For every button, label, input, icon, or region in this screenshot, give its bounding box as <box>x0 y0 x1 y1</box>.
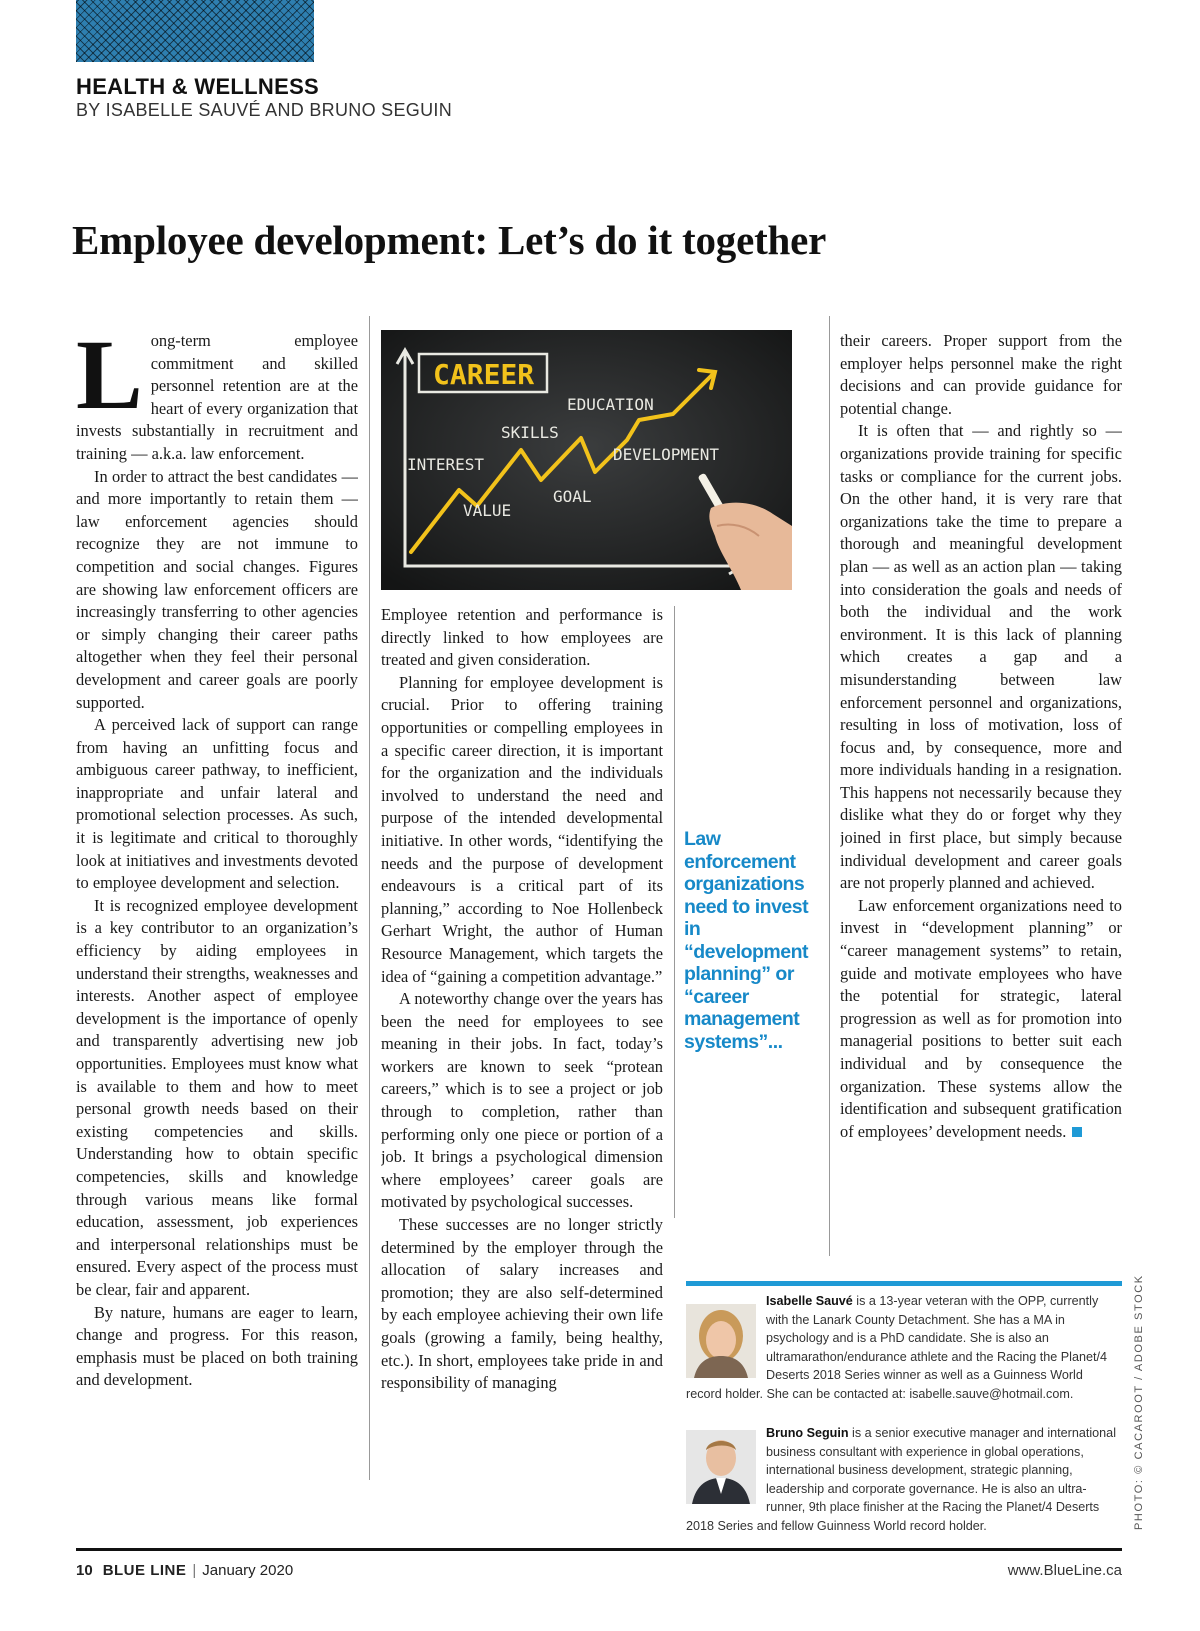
paragraph-10: their careers. Proper support from the employer helps personnel make the right decisions and can provide guidance for potential change. <box>840 331 1122 418</box>
avatar-bruno <box>686 1430 756 1504</box>
avatar-isabelle <box>686 1304 756 1378</box>
career-chalkboard-photo <box>381 330 792 590</box>
paragraph-3: A perceived lack of support can range from having an unfitting focus and ambiguous career pathway, to inefficient, inappropriate and unfair lateral and promotional selection processes. As such, it is legitimate and critical to thoroughly look at initiatives and investments devoted to employee development and selection. <box>76 715 358 893</box>
header-pattern <box>76 0 314 62</box>
column-2 <box>381 604 663 1534</box>
skills-word: SKILLS <box>501 423 559 442</box>
paragraph-5: By nature, humans are eager to learn, change and progress. For this reason, emphasis must be placed on both training and development. <box>76 1302 358 1390</box>
value-word: VALUE <box>463 501 512 520</box>
bio-name: Bruno Seguin <box>766 1426 849 1440</box>
section-label: HEALTH & WELLNESS <box>76 74 320 99</box>
paragraph-9: These successes are no longer strictly determined by the employer through the allocation of salary increases and promotion; they are also self-determined by each employee achieving their own life goals (growing a family, being healthy, etc.). In short, employees take pride in and responsibility of managing <box>381 1215 663 1393</box>
education-word: EDUCATION <box>567 395 654 414</box>
bio-name: Isabelle Sauvé <box>766 1294 853 1308</box>
column-3 <box>840 330 1122 1260</box>
drop-cap: L <box>76 330 143 430</box>
career-word: CAREER <box>433 358 535 391</box>
paragraph-4: It is recognized employee development is a key contributor to an organization’s efficiency by aiding employees in understand their strengths, weaknesses and interests. Another aspect of employee development is the importance of openly and transparently advertising new job opportunities. Employees must know what is available to them and how to meet personal growth needs based on their existing competencies and skills. Understanding how to obtain specific competencies, skills and knowledge through various means like formal education, assessment, job experiences and interpersonal relationships must be ensured. Every aspect of the process must be clear, fair and apparent. <box>76 895 358 1299</box>
end-mark-icon <box>1072 1127 1082 1137</box>
bio-bruno <box>686 1424 1122 1536</box>
bio-text: is a senior executive manager and international business consultant with experience in global operations, international business development, strategic planning, leadership and corporate governance. He is also an ultra-runner, 9th place finisher at the Racing the Planet/4 Deserts 2018 Series and fellow Guinness World record holder. <box>686 1426 1116 1533</box>
paragraph-8: A noteworthy change over the years has been the need for employees to see meaning in their jobs. In fact, today’s workers are known to seek “protean careers,” which is to see a project or job through to completion, rather than performing only one piece or portion of a job. It brings a psychological dimension where employees’ career goals are motivated by psychological successes. <box>381 989 663 1212</box>
paragraph-1: Long-term employee commitment and skilled personnel retention are at the heart of every organization that invests substantially in recruitment and training — a.k.a. law enforcement. <box>76 330 358 463</box>
bio-divider <box>686 1281 1122 1286</box>
goal-word: GOAL <box>553 487 592 506</box>
pull-quote: Law enforcement organizations need to invest in “development planning” or “career management systems”... <box>684 828 809 1053</box>
paragraph-7: Planning for employee development is crucial. Prior to offering training opportunities or compelling employees in a specific career direction, it is important for the organization and the individuals involved to understand the need and purpose of the intended developmental initiative. In other words, “identifying the needs and the purpose of development endeavours is a critical part of its planning,” according to Noe Hollenbeck Gerhart Wright, the author of Human Resource Management, which targets the idea of “gaining a competition advantage.” <box>381 672 663 986</box>
article-title: Employee development: Let’s do it together <box>72 217 827 263</box>
column-1 <box>76 330 358 1530</box>
paragraph-6: Employee retention and performance is directly linked to how employees are treated and given consideration. <box>381 605 663 670</box>
paragraph-11: It is often that — and rightly so — organizations provide training for specific tasks or compliance for the current jobs. On the other hand, it is very rare that organizations take the time to prepare a thorough and meaningful development plan — as well as an action plan — taking into consideration the goals and needs of both the individual and the work environment. It is this lack of planning which creates a gap and a misunderstanding between law enforcement personnel and organizations, resulting in loss of motivation, loss of focus and, by consequence, more and more individuals handing in a resignation. This happens not necessarily because they dislike what they do or forget why they joined in first place, but simply because individual development and career goals are not properly planned and achieved. <box>840 421 1122 893</box>
paragraph-2: In order to attract the best candidates — and more importantly to retain them — law enforcement agencies should recognize they are not immune to competition and social changes. Figures are showing law enforcement officers are increasingly transferring to other agencies or simply changing their career paths altogether when they feel their personal development and career goals are poorly supported. <box>76 466 358 712</box>
footer-separator: | <box>192 1562 197 1579</box>
paragraph-12: Law enforcement organizations need to invest in “development planning” or “career management systems” to retain, guide and motivate employees who have the potential for strategic, lateral progression as well as for promotion into managerial positions to better suit each individual and by consequence the organization. These systems allow the identification and subsequent gratification of employees’ development needs. <box>840 895 1122 1141</box>
column-divider <box>674 606 675 1218</box>
interest-word: INTEREST <box>407 455 485 474</box>
footer-left <box>76 1562 293 1579</box>
byline: BY ISABELLE SAUVÉ AND BRUNO SEGUIN <box>76 100 452 120</box>
magazine-name: BLUE LINE <box>102 1562 187 1579</box>
page-number: 10 <box>76 1562 93 1579</box>
development-word: DEVELOPMENT <box>613 445 719 464</box>
website-link[interactable]: www.BlueLine.ca <box>1007 1562 1122 1579</box>
issue-date: January 2020 <box>202 1562 294 1579</box>
photo-credit: PHOTO: © CACAROOT / ADOBE STOCK <box>1133 1274 1145 1530</box>
bio-isabelle <box>686 1292 1122 1404</box>
bio-text: is a 13-year veteran with the OPP, currently with the Lanark County Detachment. She has a MA in psychology and is a PhD candidate. She is also an ultramarathon/endurance athlete and the Racing the Planet/4 Deserts 2018 Series winner as well as a Guinness World record holder. She can be contacted at: isabelle.sauve@hotmail.com. <box>686 1294 1107 1401</box>
column-divider <box>829 316 830 1256</box>
footer-rule <box>76 1548 1122 1551</box>
column-divider <box>369 316 370 1480</box>
